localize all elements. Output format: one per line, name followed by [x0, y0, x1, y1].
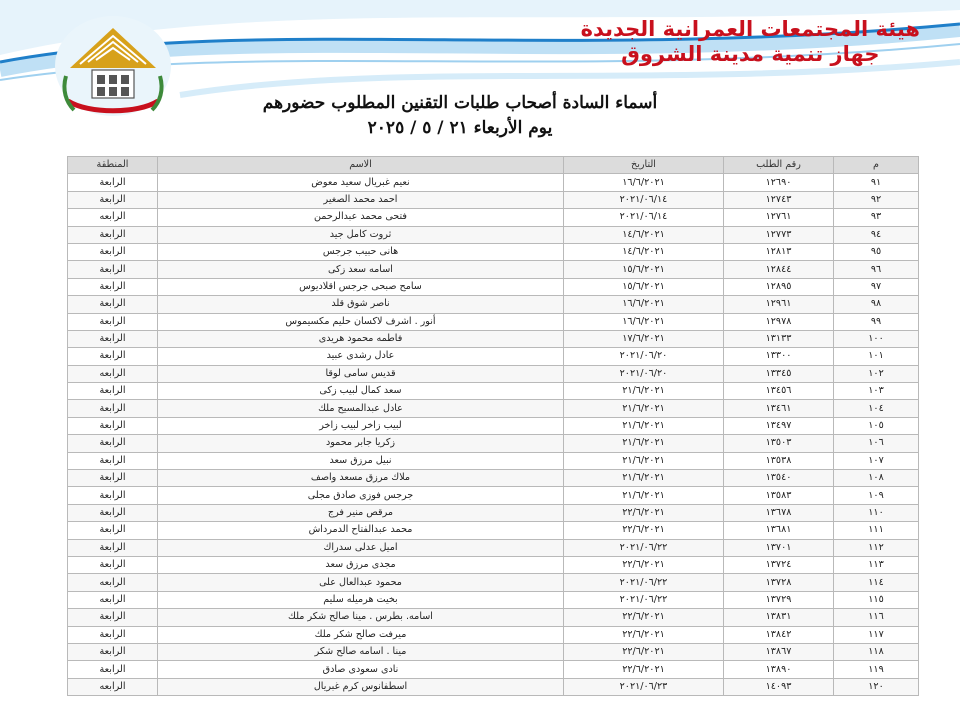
cell-m: ١٠١ — [834, 348, 919, 365]
cell-m: ١١٨ — [834, 643, 919, 660]
table-row — [68, 661, 919, 678]
cell-request-no: ١٣٥٠٣ — [724, 435, 834, 452]
cell-m: ٩٨ — [834, 296, 919, 313]
cell-zone: الرابعة — [68, 522, 158, 539]
cell-date: ٢٠٢١/٠٦/٢٢ — [564, 539, 724, 556]
cell-zone: الرابعة — [68, 435, 158, 452]
cell-name: نعيم غبريال سعيد معوض — [158, 174, 564, 191]
cell-request-no: ١٣٨٦٧ — [724, 643, 834, 660]
cell-zone: الرابعه — [68, 365, 158, 382]
cell-name: سامح صبحى جرجس اقلاديوس — [158, 278, 564, 295]
table-row — [68, 678, 919, 695]
cell-zone: الرابعة — [68, 487, 158, 504]
cell-zone: الرابعة — [68, 643, 158, 660]
cell-name: محمود عبدالعال على — [158, 574, 564, 591]
cell-date: ٢٢/٦/٢٠٢١ — [564, 643, 724, 660]
organization-header — [581, 16, 920, 66]
cell-zone: الرابعة — [68, 556, 158, 573]
table-row — [68, 417, 919, 434]
header-zone: المنطقة — [68, 157, 158, 174]
cell-zone: الرابعة — [68, 313, 158, 330]
cell-name: احمد محمد الصغير — [158, 191, 564, 208]
header-request-no: رقم الطلب — [724, 157, 834, 174]
cell-zone: الرابعه — [68, 209, 158, 226]
cell-zone: الرابعة — [68, 174, 158, 191]
cell-name: نادى سعودى صادق — [158, 661, 564, 678]
cell-m: ١٠٩ — [834, 487, 919, 504]
cell-name: عادل رشدى عبيد — [158, 348, 564, 365]
cell-date: ٢٠٢١/٠٦/١٤ — [564, 191, 724, 208]
table-row — [68, 539, 919, 556]
cell-zone: الرابعة — [68, 383, 158, 400]
cell-m: ١٠٤ — [834, 400, 919, 417]
cell-m: ١١٤ — [834, 574, 919, 591]
cell-date: ١٤/٦/٢٠٢١ — [564, 226, 724, 243]
cell-request-no: ١٣٥٨٣ — [724, 487, 834, 504]
cell-name: اسطفانوس كرم غبريال — [158, 678, 564, 695]
cell-zone: الرابعة — [68, 243, 158, 260]
table-row — [68, 470, 919, 487]
cell-name: هانى حبيب جرجس — [158, 243, 564, 260]
table-body — [68, 174, 919, 696]
organization-branch: جهاز تنمية مدينة الشروق — [621, 42, 880, 66]
cell-date: ١٤/٦/٢٠٢١ — [564, 243, 724, 260]
cell-zone: الرابعة — [68, 661, 158, 678]
cell-date: ٢٢/٦/٢٠٢١ — [564, 556, 724, 573]
cell-date: ٢٠٢١/٠٦/٢٢ — [564, 574, 724, 591]
cell-m: ١٠٥ — [834, 417, 919, 434]
cell-m: ١٢٠ — [834, 678, 919, 695]
cell-request-no: ١٣٧٢٨ — [724, 574, 834, 591]
document-title — [200, 91, 720, 141]
cell-name: مينا . اسامه صالح شكر — [158, 643, 564, 660]
table-row — [68, 243, 919, 260]
cell-date: ٢٢/٦/٢٠٢١ — [564, 609, 724, 626]
cell-request-no: ١٣٤٦١ — [724, 400, 834, 417]
attendees-table — [67, 156, 919, 696]
cell-name: محمد عبدالفتاح الدمرداش — [158, 522, 564, 539]
table-row — [68, 487, 919, 504]
cell-zone: الرابعة — [68, 504, 158, 521]
cell-zone: الرابعة — [68, 452, 158, 469]
cell-name: أنور . اشرف لاكسان حليم مكسيموس — [158, 313, 564, 330]
cell-date: ٢٠٢١/٠٦/٢٠ — [564, 348, 724, 365]
cell-request-no: ١٢٧٧٣ — [724, 226, 834, 243]
cell-date: ٢١/٦/٢٠٢١ — [564, 470, 724, 487]
table-row — [68, 435, 919, 452]
cell-request-no: ١٢٦٩٠ — [724, 174, 834, 191]
cell-request-no: ١٣٣٤٥ — [724, 365, 834, 382]
table-row — [68, 348, 919, 365]
cell-zone: الرابعه — [68, 678, 158, 695]
cell-name: مرقص منير فرج — [158, 504, 564, 521]
table-row — [68, 296, 919, 313]
table-row — [68, 261, 919, 278]
cell-name: لبيب زاخر لبيب زاخر — [158, 417, 564, 434]
cell-name: فتحى محمد عبدالرحمن — [158, 209, 564, 226]
organization-name: هيئة المجتمعات العمرانية الجديدة — [580, 17, 920, 41]
table-row — [68, 400, 919, 417]
table-row — [68, 226, 919, 243]
cell-date: ٢٠٢١/٠٦/٢٢ — [564, 591, 724, 608]
cell-date: ١٦/٦/٢٠٢١ — [564, 174, 724, 191]
cell-date: ٢١/٦/٢٠٢١ — [564, 383, 724, 400]
cell-name: ثروت كامل جيد — [158, 226, 564, 243]
cell-request-no: ١٣١٣٣ — [724, 330, 834, 347]
cell-zone: الرابعة — [68, 417, 158, 434]
header-name: الاسم — [158, 157, 564, 174]
authority-logo — [48, 6, 178, 121]
cell-date: ٢٠٢١/٠٦/٢٠ — [564, 365, 724, 382]
cell-m: ٩٧ — [834, 278, 919, 295]
cell-date: ٢٠٢١/٠٦/١٤ — [564, 209, 724, 226]
cell-m: ١٠٢ — [834, 365, 919, 382]
cell-request-no: ١٣٤٥٦ — [724, 383, 834, 400]
table-row — [68, 591, 919, 608]
cell-m: ١٠٦ — [834, 435, 919, 452]
cell-m: ٩٣ — [834, 209, 919, 226]
table-row — [68, 574, 919, 591]
cell-request-no: ١٣٨٤٢ — [724, 626, 834, 643]
cell-date: ٢٢/٦/٢٠٢١ — [564, 504, 724, 521]
cell-zone: الرابعة — [68, 470, 158, 487]
cell-name: فاطمه محمود هريدى — [158, 330, 564, 347]
table-row — [68, 383, 919, 400]
cell-zone: الرابعة — [68, 330, 158, 347]
cell-date: ١٧/٦/٢٠٢١ — [564, 330, 724, 347]
cell-m: ١١٣ — [834, 556, 919, 573]
cell-request-no: ١٢٩٧٨ — [724, 313, 834, 330]
cell-m: ٩٦ — [834, 261, 919, 278]
cell-m: ١١١ — [834, 522, 919, 539]
cell-zone: الرابعه — [68, 591, 158, 608]
table-row — [68, 643, 919, 660]
cell-date: ٢١/٦/٢٠٢١ — [564, 452, 724, 469]
cell-m: ١١٥ — [834, 591, 919, 608]
cell-request-no: ١٣٣٠٠ — [724, 348, 834, 365]
cell-name: ميرفت صالح شكر ملك — [158, 626, 564, 643]
cell-date: ١٥/٦/٢٠٢١ — [564, 261, 724, 278]
cell-request-no: ١٢٨٤٤ — [724, 261, 834, 278]
cell-m: ٩٥ — [834, 243, 919, 260]
cell-request-no: ١٣٦٨١ — [724, 522, 834, 539]
cell-m: ١٠٣ — [834, 383, 919, 400]
cell-request-no: ١٤٠٩٣ — [724, 678, 834, 695]
cell-zone: الرابعة — [68, 278, 158, 295]
cell-request-no: ١٣٧٢٤ — [724, 556, 834, 573]
cell-name: قديس سامى لوقا — [158, 365, 564, 382]
cell-zone: الرابعة — [68, 539, 158, 556]
cell-name: ملاك مرزق مسعد واصف — [158, 470, 564, 487]
cell-zone: الرابعة — [68, 626, 158, 643]
cell-m: ١١٧ — [834, 626, 919, 643]
cell-name: بخيت هرميله سليم — [158, 591, 564, 608]
document-date-line: يوم الأربعاء ٢١ / ٥ / ٢٠٢٥ — [367, 118, 553, 138]
cell-date: ٢١/٦/٢٠٢١ — [564, 435, 724, 452]
cell-zone: الرابعة — [68, 226, 158, 243]
cell-m: ٩٢ — [834, 191, 919, 208]
table-header-row — [68, 157, 919, 174]
cell-request-no: ١٢٨١٣ — [724, 243, 834, 260]
cell-name: سعد كمال لبيب زكى — [158, 383, 564, 400]
cell-m: ١١٦ — [834, 609, 919, 626]
cell-zone: الرابعة — [68, 609, 158, 626]
cell-name: زكريا جابر محمود — [158, 435, 564, 452]
cell-zone: الرابعة — [68, 261, 158, 278]
cell-date: ١٦/٦/٢٠٢١ — [564, 313, 724, 330]
cell-m: ٩٤ — [834, 226, 919, 243]
cell-name: جرجس فوزى صادق مجلى — [158, 487, 564, 504]
table-row — [68, 626, 919, 643]
cell-m: ١٠٧ — [834, 452, 919, 469]
cell-m: ١١٠ — [834, 504, 919, 521]
header-date: التاريخ — [564, 157, 724, 174]
cell-request-no: ١٣٧٢٩ — [724, 591, 834, 608]
cell-request-no: ١٣٨٩٠ — [724, 661, 834, 678]
cell-date: ٢٢/٦/٢٠٢١ — [564, 661, 724, 678]
cell-date: ٢١/٦/٢٠٢١ — [564, 400, 724, 417]
cell-zone: الرابعه — [68, 574, 158, 591]
cell-m: ١٠٨ — [834, 470, 919, 487]
cell-date: ٢٢/٦/٢٠٢١ — [564, 626, 724, 643]
cell-request-no: ١٣٥٣٨ — [724, 452, 834, 469]
table-row — [68, 209, 919, 226]
cell-date: ٢١/٦/٢٠٢١ — [564, 417, 724, 434]
cell-name: اسامه. بطرس . مينا صالح شكر ملك — [158, 609, 564, 626]
cell-m: ١١٩ — [834, 661, 919, 678]
table-row — [68, 313, 919, 330]
table-row — [68, 330, 919, 347]
cell-name: ناصر شوق قلد — [158, 296, 564, 313]
cell-zone: الرابعة — [68, 191, 158, 208]
table-row — [68, 609, 919, 626]
table-row — [68, 174, 919, 191]
cell-request-no: ١٢٨٩٥ — [724, 278, 834, 295]
table-row — [68, 452, 919, 469]
cell-zone: الرابعة — [68, 348, 158, 365]
cell-name: نبيل مرزق سعد — [158, 452, 564, 469]
table-row — [68, 365, 919, 382]
cell-date: ٢٠٢١/٠٦/٢٣ — [564, 678, 724, 695]
table-row — [68, 504, 919, 521]
cell-request-no: ١٢٧٦١ — [724, 209, 834, 226]
cell-m: ١١٢ — [834, 539, 919, 556]
cell-name: عادل عبدالمسيح ملك — [158, 400, 564, 417]
table-row — [68, 191, 919, 208]
cell-date: ٢١/٦/٢٠٢١ — [564, 487, 724, 504]
cell-request-no: ١٣٧٠١ — [724, 539, 834, 556]
cell-zone: الرابعة — [68, 400, 158, 417]
cell-date: ٢٢/٦/٢٠٢١ — [564, 522, 724, 539]
cell-date: ١٦/٦/٢٠٢١ — [564, 296, 724, 313]
cell-m: ٩٩ — [834, 313, 919, 330]
cell-request-no: ١٣٦٧٨ — [724, 504, 834, 521]
header-m: م — [834, 157, 919, 174]
cell-name: مجدى مرزق سعد — [158, 556, 564, 573]
cell-request-no: ١٣٤٩٧ — [724, 417, 834, 434]
table-row — [68, 522, 919, 539]
cell-request-no: ١٢٧٤٣ — [724, 191, 834, 208]
cell-zone: الرابعة — [68, 296, 158, 313]
cell-date: ١٥/٦/٢٠٢١ — [564, 278, 724, 295]
cell-name: اسامه سعد زكى — [158, 261, 564, 278]
table-row — [68, 278, 919, 295]
document-title-line1: أسماء السادة أصحاب طلبات التقنين المطلوب حضورهم — [262, 93, 658, 113]
cell-request-no: ١٢٩٦١ — [724, 296, 834, 313]
cell-m: ١٠٠ — [834, 330, 919, 347]
cell-request-no: ١٣٨٣١ — [724, 609, 834, 626]
cell-m: ٩١ — [834, 174, 919, 191]
table-row — [68, 556, 919, 573]
cell-name: اميل عدلى سدراك — [158, 539, 564, 556]
cell-request-no: ١٣٥٤٠ — [724, 470, 834, 487]
